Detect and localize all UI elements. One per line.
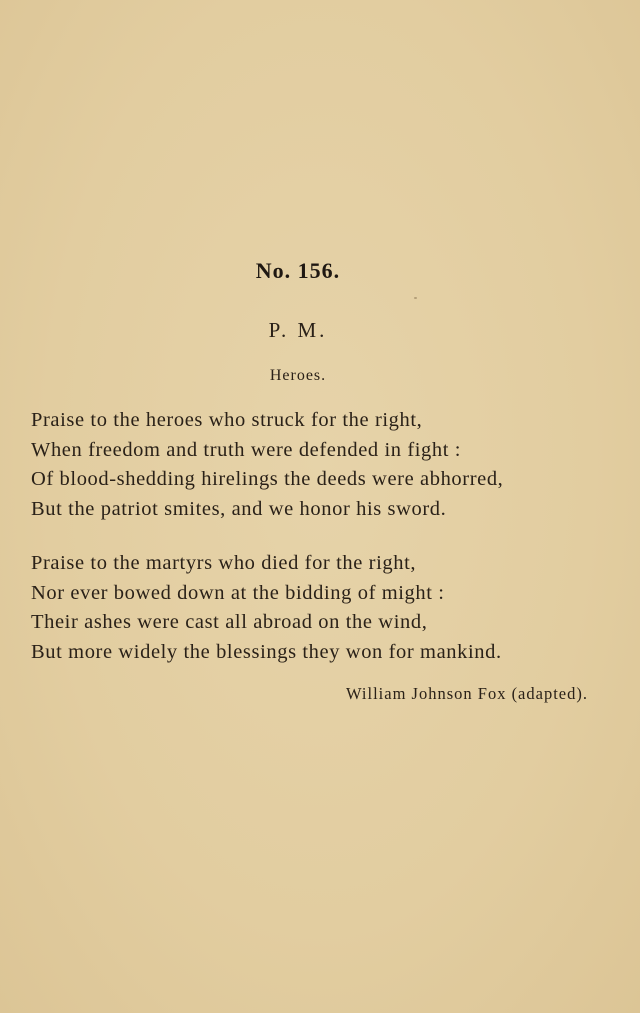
hymn-title: Heroes.: [269, 367, 327, 384]
meter-marking: P. M.: [268, 318, 328, 342]
stanza-2-line-4: But more widely the blessings they won for mankind.: [31, 640, 502, 663]
stanza-2-line-1: Praise to the martyrs who died for the right,: [31, 552, 417, 574]
hymn-number: No. 156.: [255, 258, 341, 283]
stanza-1-line-4: But the patriot smites, and we honor his sword.: [31, 497, 447, 520]
stanza-1-line-3: Of blood-shedding hirelings the deeds were abhorred,: [31, 468, 504, 490]
stanza-2-line-3: Their ashes were cast all abroad on the wind,: [31, 611, 428, 633]
paper-speck: [414, 297, 417, 299]
attribution: William Johnson Fox (adapted).: [346, 684, 588, 703]
stanza-2-line-2: Nor ever bowed down at the bidding of might :: [31, 581, 445, 604]
stanza-2: [31, 549, 611, 667]
stanza-1-line-2: When freedom and truth were defended in fight :: [31, 438, 462, 461]
stanza-1: [31, 406, 611, 524]
stanza-1-line-1: Praise to the heroes who struck for the right,: [31, 409, 423, 431]
